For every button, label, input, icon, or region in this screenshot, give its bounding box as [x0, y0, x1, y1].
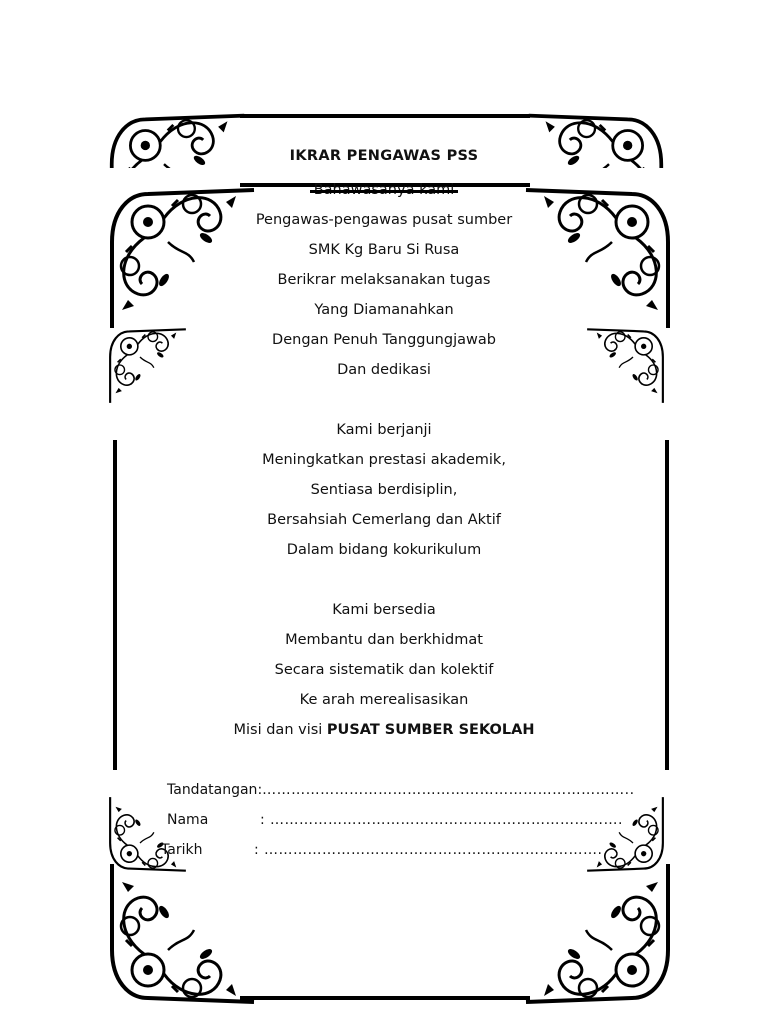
pledge-line: Ke arah merealisasikan [299, 692, 469, 708]
pledge-line: Kami berjanji [336, 422, 432, 438]
frame-left-line [113, 440, 117, 770]
frame-top-line [240, 114, 530, 118]
pledge-line: Bersahsiah Cemerlang dan Aktif [267, 512, 501, 528]
date-row [161, 842, 621, 858]
pledge-line: Secara sistematik dan kolektif [274, 662, 494, 678]
signature-field[interactable]: ………………………………………………………………….. [262, 782, 635, 798]
ornament-bottom-right-icon [522, 860, 672, 1010]
date-separator: : [254, 842, 259, 858]
date-label: Tarikh [161, 842, 203, 858]
frame-bottom-line [240, 996, 530, 1000]
pledge-line: Dengan Penuh Tanggungjawab [272, 332, 496, 348]
pledge-line [130, 175, 638, 205]
pledge-line: Dalam bidang kokurikulum [286, 542, 482, 558]
pledge-line: Sentiasa berdisiplin, [310, 482, 458, 498]
pledge-line: Pengawas-pengawas pusat sumber [255, 212, 513, 228]
pledge-spacer [130, 385, 638, 415]
pledge-line: Dan dedikasi [337, 362, 431, 378]
frame-right-line [665, 440, 669, 770]
name-label: Nama [167, 812, 209, 828]
name-separator: : [260, 812, 265, 828]
pledge-spacer [130, 565, 638, 595]
pledge-line: SMK Kg Baru Si Rusa [308, 242, 460, 258]
pledge-line: Yang Diamanahkan [314, 302, 454, 318]
pledge-line: Meningkatkan prestasi akademik, [262, 452, 506, 468]
name-field[interactable]: ………………………………………………………………. [270, 812, 623, 828]
date-field[interactable]: ……………………………………………………………. [264, 842, 603, 858]
name-row [167, 812, 627, 828]
pledge-last-line [130, 715, 638, 745]
pledge-last-line-bold: PUSAT SUMBER SEKOLAH [326, 722, 535, 738]
pledge-line: Berikrar melaksanakan tugas [277, 272, 491, 288]
signature-label: Tandatangan [167, 782, 258, 798]
pledge-line: Kami bersedia [332, 602, 436, 618]
signature-separator: : [257, 782, 263, 798]
pledge-body [130, 175, 638, 745]
pledge-line-text: Bahawasanya kami [313, 182, 455, 198]
document-title: IKRAR PENGAWAS PSS [289, 148, 479, 164]
signature-row [167, 782, 635, 798]
ornament-bottom-left-icon [108, 860, 258, 1010]
pledge-line: Membantu dan berkhidmat [285, 632, 483, 648]
pledge-last-line-prefix: Misi dan visi [233, 722, 327, 738]
